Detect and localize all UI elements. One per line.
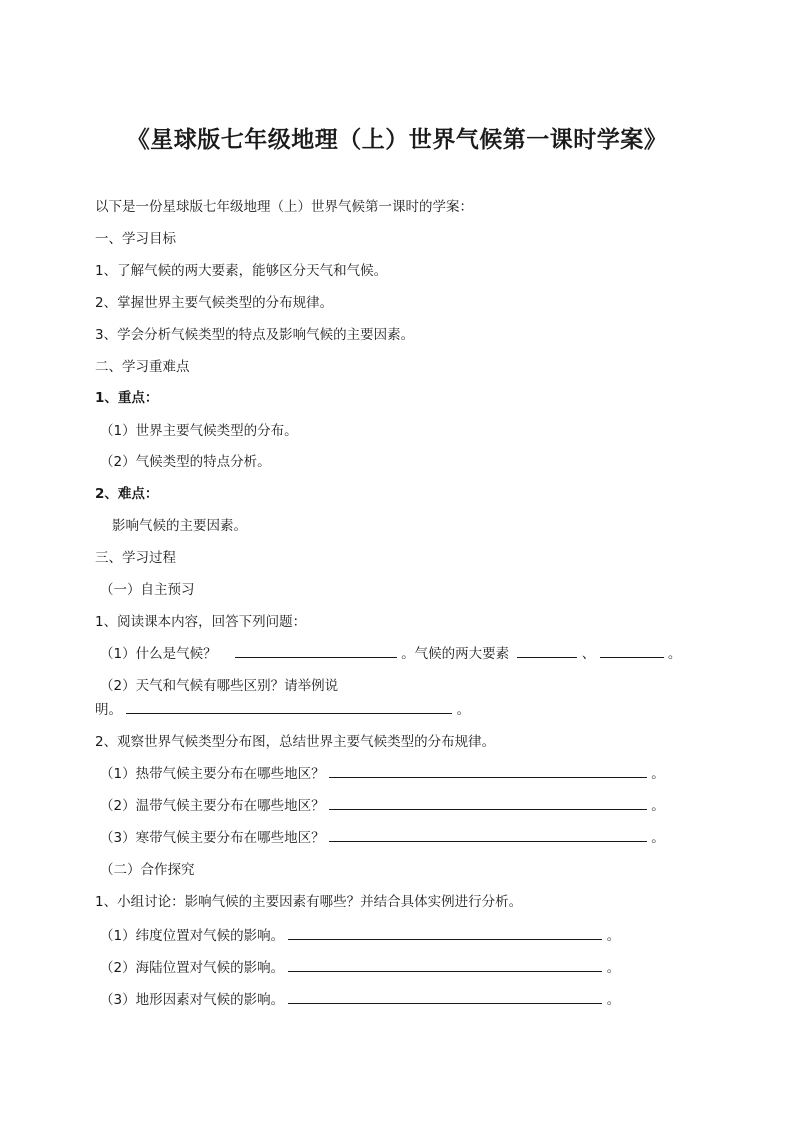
- question-text: （3）寒带气候主要分布在哪些地区？: [100, 830, 325, 846]
- answer-blank[interactable]: [126, 700, 452, 714]
- question-text: 明。: [95, 702, 122, 718]
- question-3-item: [100, 926, 620, 946]
- question-text: （2）海陆位置对气候的影响。: [100, 960, 285, 976]
- question-2-item: [100, 796, 665, 816]
- question-2-item: [100, 764, 665, 784]
- key-points-label: 1、重点：: [95, 390, 159, 406]
- key-point-item: （1）世界主要气候类型的分布。: [100, 423, 298, 439]
- question-1-2: （2）天气和气候有哪些区别？请举例说: [100, 678, 339, 694]
- question-3: 1、小组讨论：影响气候的主要因素有哪些？并结合具体实例进行分析。: [95, 894, 523, 910]
- question-text: 。: [606, 928, 621, 944]
- question-text: 。: [651, 830, 665, 846]
- question-text: 。气候的两大要素: [401, 646, 510, 662]
- intro-text: 以下是一份星球版七年级地理（上）世界气候第一课时的学案：: [95, 199, 473, 215]
- answer-blank[interactable]: [600, 644, 664, 658]
- section-heading-objectives: 一、学习目标: [95, 231, 176, 247]
- question-text: 。: [606, 960, 621, 976]
- question-text: （1）纬度位置对气候的影响。: [100, 928, 285, 944]
- question-text: 。: [456, 702, 471, 718]
- difficult-points-label: 2、难点：: [95, 486, 159, 502]
- question-3-item: [100, 958, 620, 978]
- objective-item: 2、掌握世界主要气候类型的分布规律。: [95, 295, 334, 311]
- answer-blank[interactable]: [288, 990, 602, 1004]
- question-1-2-answer: [95, 700, 470, 720]
- question-2-item: [100, 828, 665, 848]
- difficult-point-item: 影响气候的主要因素。: [112, 518, 247, 534]
- question-text: 。: [667, 646, 682, 662]
- section-heading-key-points: 二、学习重难点: [95, 359, 190, 375]
- question-1-1: [100, 644, 681, 664]
- question-text: 。: [651, 766, 665, 782]
- answer-blank[interactable]: [288, 958, 602, 972]
- question-text: 。: [651, 798, 665, 814]
- question-text: （1）热带气候主要分布在哪些地区？: [100, 766, 325, 782]
- question-text: （3）地形因素对气候的影响。: [100, 992, 285, 1008]
- answer-blank[interactable]: [329, 796, 647, 810]
- question-text: （1）什么是气候？: [100, 646, 217, 662]
- answer-blank[interactable]: [517, 644, 577, 658]
- question-text: 、: [581, 646, 596, 662]
- answer-blank[interactable]: [329, 828, 647, 842]
- objective-item: 3、学会分析气候类型的特点及影响气候的主要因素。: [95, 327, 415, 343]
- key-point-item: （2）气候类型的特点分析。: [100, 454, 271, 470]
- question-1: 1、阅读课本内容，回答下列问题：: [95, 614, 307, 630]
- page-title: 《星球版七年级地理（上）世界气候第一课时学案》: [126, 127, 668, 153]
- answer-blank[interactable]: [288, 926, 602, 940]
- section-heading-process: 三、学习过程: [95, 550, 176, 566]
- answer-blank[interactable]: [235, 644, 397, 658]
- question-text: 。: [606, 992, 621, 1008]
- answer-blank[interactable]: [329, 764, 647, 778]
- subsection-heading-preview: （一）自主预习: [100, 582, 195, 598]
- question-2: 2、观察世界气候类型分布图，总结世界主要气候类型的分布规律。: [95, 734, 496, 750]
- question-text: （2）温带气候主要分布在哪些地区？: [100, 798, 325, 814]
- question-3-item: [100, 990, 620, 1010]
- objective-item: 1、了解气候的两大要素，能够区分天气和气候。: [95, 263, 388, 279]
- subsection-heading-explore: （二）合作探究: [100, 862, 195, 878]
